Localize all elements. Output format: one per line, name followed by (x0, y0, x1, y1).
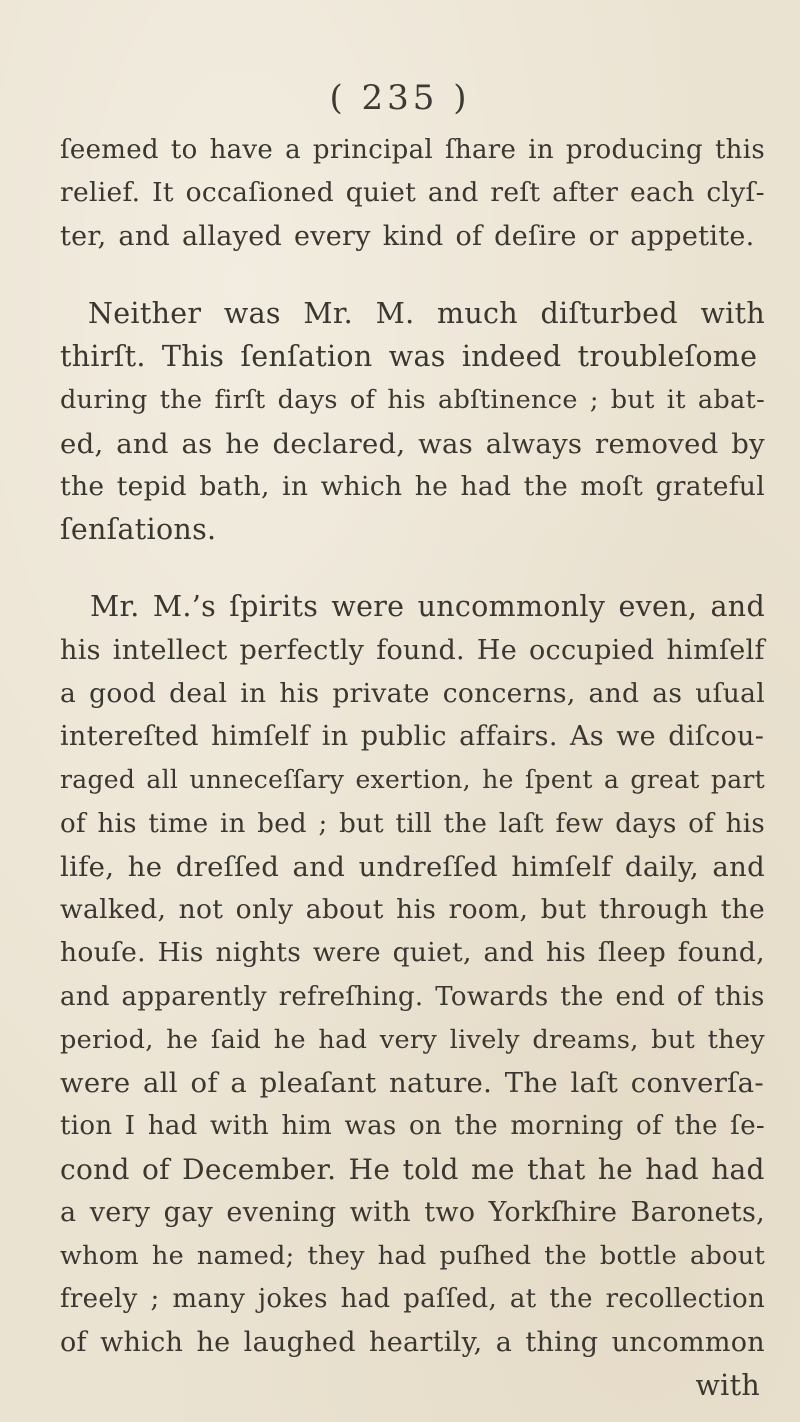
text-line: freely ; many jokes had paſſed, at the recollection (60, 1284, 765, 1314)
text-line: during the firſt days of his abſtinence ; but it abat- (60, 385, 765, 415)
text-line: ſeemed to have a principal ſhare in producing this (60, 135, 765, 165)
text-line: thirſt. This ſenſation was indeed troubleſome (60, 340, 758, 373)
text-line: intereſted himſelf in public affairs. As we diſcou- (60, 721, 765, 752)
text-line: the tepid bath, in which he had the moſt grateful (60, 471, 765, 502)
text-line: a good deal in his private concerns, and as uſual (60, 678, 765, 709)
text-line: and apparently refreſhing. Towards the end of this (60, 982, 765, 1012)
text-line: cond of December. He told me that he had had (60, 1153, 765, 1186)
text-line: a very gay evening with two Yorkſhire Baronets, (60, 1197, 765, 1228)
text-line: his intellect perfectly found. He occupied himſelf (60, 635, 765, 666)
text-line: raged all unneceſſary exertion, he ſpent a great part (60, 765, 765, 794)
text-line: walked, not only about his room, but through the (60, 894, 765, 925)
text-line: life, he dreſſed and undreſſed himſelf daily, and (60, 851, 765, 883)
text-line: were all of a pleaſant nature. The laſt converſa- (60, 1067, 764, 1099)
text-line: ed, and as he declared, was always removed by (60, 428, 765, 460)
text-line: ſenſations. (60, 513, 217, 546)
text-line: ter, and allayed every kind of deſire or appetite. (60, 221, 755, 252)
text-line: period, he ſaid he had very lively dreams, but they (60, 1025, 765, 1055)
text-line: Neither was Mr. M. much diſturbed with (88, 297, 765, 330)
page-number: ( 235 ) (329, 78, 471, 118)
text-line: relief. It occaſioned quiet and reſt after each clyſ- (60, 177, 765, 208)
text-line: Mr. M.’s ſpirits were uncommonly even, and (90, 590, 765, 623)
text-line: tion I had with him was on the morning of the ſe- (60, 1111, 765, 1141)
text-line: of his time in bed ; but till the laſt few days of his (60, 809, 765, 839)
catchword: with (695, 1369, 760, 1402)
text-line: whom he named; they had puſhed the bottle about (60, 1241, 765, 1271)
text-line: houſe. His nights were quiet, and his ſleep found, (60, 937, 765, 968)
text-line: of which he laughed heartily, a thing uncommon (60, 1327, 765, 1358)
